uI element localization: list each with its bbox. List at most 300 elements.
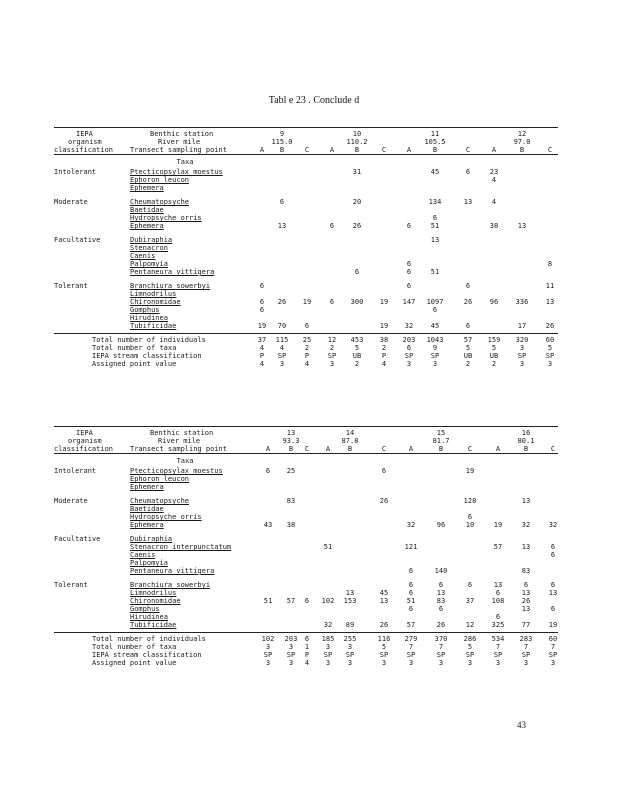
river-mile: 81.7	[432, 437, 450, 445]
summary-value: 3	[406, 360, 412, 368]
summary-value: 5	[547, 344, 553, 352]
summary-value: 5	[491, 344, 497, 352]
taxon-count: 13	[521, 589, 531, 597]
sampling-point: C	[381, 146, 387, 154]
taxon-count: 6	[354, 268, 360, 276]
summary-value: 159	[487, 336, 501, 344]
summary-value: 4	[259, 360, 265, 368]
taxon-count: 57	[406, 621, 416, 629]
taxon-name: Branchiura sowerbyi	[130, 581, 211, 589]
taxon-name: Ephemera	[130, 222, 164, 230]
taxon-count: 37	[465, 597, 475, 605]
summary-value: 1	[304, 643, 310, 651]
taxon-count: 140	[434, 567, 448, 575]
taxon-name: Cheumatopsyche	[130, 198, 190, 206]
summary-value: SP	[548, 651, 558, 659]
sampling-point: A	[329, 146, 335, 154]
taxon-count: 6	[406, 282, 412, 290]
summary-value: 5	[354, 344, 360, 352]
station-header-label: River mile	[158, 437, 201, 445]
taxon-count: 1097	[426, 298, 444, 306]
summary-value: P	[259, 352, 265, 360]
summary-value: 279	[404, 635, 418, 643]
summary-value: 4	[304, 360, 310, 368]
taxon-count: 26	[379, 621, 389, 629]
taxon-name: Caenis	[130, 252, 156, 260]
taxon-count: 13	[521, 543, 531, 551]
taxon-count: 108	[491, 597, 505, 605]
summary-value: 1043	[426, 336, 444, 344]
taxon-count: 6	[408, 605, 414, 613]
sampling-point: C	[550, 445, 556, 453]
summary-value: 3	[265, 659, 271, 667]
summary-value: 3	[288, 659, 294, 667]
taxon-count: 96	[489, 298, 499, 306]
summary-value: 3	[550, 659, 556, 667]
group-label: Moderate	[54, 497, 88, 505]
summary-value: 5	[381, 643, 387, 651]
summary-value: SP	[327, 352, 337, 360]
sampling-point: A	[406, 146, 412, 154]
taxon-count: 25	[286, 467, 296, 475]
taxon-count: 13	[463, 198, 473, 206]
taxon-count: 13	[345, 589, 355, 597]
taxon-count: 6	[279, 198, 285, 206]
header-bottom-rule	[54, 453, 558, 454]
page-number: 43	[517, 720, 526, 730]
taxon-count: 32	[548, 521, 558, 529]
sampling-point: B	[288, 445, 294, 453]
group-label: Moderate	[54, 198, 88, 206]
summary-label: IEPA stream classification	[92, 651, 202, 659]
taxon-count: 325	[491, 621, 505, 629]
taxon-count: 26	[352, 222, 362, 230]
summary-value: 6	[304, 635, 310, 643]
summary-value: 7	[523, 643, 529, 651]
taxon-name: Ptecticopsylax moestus	[130, 467, 223, 475]
taxon-count: 6	[406, 222, 412, 230]
summary-value: 4	[259, 344, 265, 352]
summary-value: 3	[288, 643, 294, 651]
summary-value: 3	[519, 360, 525, 368]
summary-value: 203	[284, 635, 298, 643]
taxon-count: 26	[379, 497, 389, 505]
taxon-count: 26	[545, 322, 555, 330]
taxon-count: 38	[489, 222, 499, 230]
taxon-count: 6	[465, 282, 471, 290]
summary-value: SP	[379, 651, 389, 659]
group-label: Facultative	[54, 535, 101, 543]
taxon-count: 6	[523, 581, 529, 589]
summary-value: 3	[438, 659, 444, 667]
summary-value: SP	[323, 651, 333, 659]
summary-value: 116	[377, 635, 391, 643]
taxon-count: 6	[329, 298, 335, 306]
summary-value: 255	[343, 635, 357, 643]
summary-value: 3	[408, 659, 414, 667]
summary-value: 283	[519, 635, 533, 643]
summary-value: SP	[545, 352, 555, 360]
header-top-rule	[54, 426, 558, 427]
taxon-count: 32	[323, 621, 333, 629]
taxon-count: 13	[430, 236, 440, 244]
group-label: Tolerant	[54, 282, 88, 290]
taxon-count: 6	[438, 581, 444, 589]
taxon-count: 336	[515, 298, 529, 306]
sampling-point: B	[354, 146, 360, 154]
river-mile: 87.8	[341, 437, 359, 445]
taxon-count: 147	[402, 298, 416, 306]
taxon-count: 70	[277, 322, 287, 330]
sampling-point: B	[438, 445, 444, 453]
summary-value: 3	[547, 360, 553, 368]
taxon-count: 6	[550, 605, 556, 613]
taxon-count: 6	[259, 306, 265, 314]
taxon-count: 6	[438, 605, 444, 613]
taxon-name: Limnodrilus	[130, 589, 177, 597]
taxa-heading: Taxa	[176, 457, 194, 465]
taxon-count: 6	[408, 589, 414, 597]
summary-value: P	[304, 352, 310, 360]
sampling-point: C	[381, 445, 387, 453]
summary-value: 3	[265, 643, 271, 651]
summary-value: SP	[406, 651, 416, 659]
taxon-name: Dubiraphia	[130, 535, 173, 543]
summary-value: SP	[277, 352, 287, 360]
group-label: Intolerant	[54, 467, 97, 475]
summary-label: Total number of individuals	[92, 635, 206, 643]
taxon-name: Ephemera	[130, 483, 164, 491]
river-mile: 115.0	[271, 138, 293, 146]
summary-value: SP	[430, 352, 440, 360]
taxon-count: 153	[343, 597, 357, 605]
summary-value: 3	[495, 659, 501, 667]
summary-value: 7	[495, 643, 501, 651]
sampling-point: A	[491, 146, 497, 154]
taxon-count: 83	[521, 567, 531, 575]
summary-value: 2	[491, 360, 497, 368]
summary-value: UB	[463, 352, 473, 360]
summary-value: 185	[321, 635, 335, 643]
summary-value: 3	[329, 360, 335, 368]
taxon-count: 45	[430, 322, 440, 330]
sampling-point: C	[467, 445, 473, 453]
summary-value: 60	[548, 635, 558, 643]
taxon-count: 43	[263, 521, 273, 529]
summary-value: 115	[275, 336, 289, 344]
summary-label: Assigned point value	[92, 659, 177, 667]
summary-rule	[54, 632, 558, 633]
taxon-count: 134	[428, 198, 442, 206]
taxon-name: Pentaneura vittigera	[130, 567, 215, 575]
taxon-count: 89	[345, 621, 355, 629]
taxon-count: 38	[286, 521, 296, 529]
taxon-count: 23	[489, 168, 499, 176]
taxon-name: Dubiraphia	[130, 236, 173, 244]
summary-value: 534	[491, 635, 505, 643]
summary-value: SP	[493, 651, 503, 659]
station-number: 11	[430, 130, 440, 138]
summary-value: 3	[325, 643, 331, 651]
org-class-header: classification	[54, 445, 114, 453]
taxon-count: 12	[465, 621, 475, 629]
org-class-header: organism	[68, 437, 102, 445]
taxon-count: 6	[329, 222, 335, 230]
summary-label: IEPA stream classification	[92, 352, 202, 360]
taxon-count: 31	[352, 168, 362, 176]
summary-value: 4	[381, 360, 387, 368]
sampling-point: B	[523, 445, 529, 453]
taxon-count: 6	[495, 589, 501, 597]
taxon-count: 6	[550, 581, 556, 589]
taxon-name: Ptecticopsylax moestus	[130, 168, 223, 176]
summary-value: UB	[489, 352, 499, 360]
summary-label: Assigned point value	[92, 360, 177, 368]
summary-value: SP	[286, 651, 296, 659]
taxon-count: 6	[265, 467, 271, 475]
summary-value: 25	[302, 336, 312, 344]
taxon-count: 10	[465, 521, 475, 529]
taxon-count: 13	[517, 222, 527, 230]
summary-value: SP	[465, 651, 475, 659]
taxon-count: 6	[406, 268, 412, 276]
sampling-point: B	[347, 445, 353, 453]
taxon-count: 4	[491, 198, 497, 206]
taxon-name: Baetidae	[130, 505, 164, 513]
taxon-name: Chironomidae	[130, 597, 181, 605]
summary-rule	[54, 333, 558, 334]
taxon-count: 51	[323, 543, 333, 551]
summary-value: UB	[352, 352, 362, 360]
summary-value: 453	[350, 336, 364, 344]
taxon-count: 6	[304, 322, 310, 330]
taxon-count: 13	[493, 581, 503, 589]
taxon-count: 13	[379, 597, 389, 605]
summary-value: 2	[304, 344, 310, 352]
taxon-name: Baetidae	[130, 206, 164, 214]
taxa-heading: Taxa	[176, 158, 194, 166]
summary-value: 4	[279, 344, 285, 352]
summary-value: 3	[381, 659, 387, 667]
taxon-name: Chironomidae	[130, 298, 181, 306]
summary-value: 102	[261, 635, 275, 643]
taxon-name: Tubificidae	[130, 322, 177, 330]
summary-value: 9	[432, 344, 438, 352]
taxon-name: Ephoron leucon	[130, 475, 190, 483]
taxon-count: 26	[277, 298, 287, 306]
taxon-count: 83	[436, 597, 446, 605]
taxon-count: 19	[257, 322, 267, 330]
org-class-header: classification	[54, 146, 114, 154]
summary-value: 3	[347, 643, 353, 651]
summary-value: SP	[517, 352, 527, 360]
taxon-count: 6	[406, 260, 412, 268]
taxon-count: 57	[493, 543, 503, 551]
sampling-point: A	[408, 445, 414, 453]
taxon-name: Branchiura sowerbyi	[130, 282, 211, 290]
group-label: Intolerant	[54, 168, 97, 176]
sampling-point: C	[465, 146, 471, 154]
taxon-count: 19	[493, 521, 503, 529]
taxon-count: 17	[517, 322, 527, 330]
taxon-name: Gomphus	[130, 605, 160, 613]
summary-value: 4	[304, 659, 310, 667]
summary-label: Total number of taxa	[92, 643, 177, 651]
taxon-count: 51	[406, 597, 416, 605]
summary-value: SP	[404, 352, 414, 360]
taxon-count: 6	[550, 543, 556, 551]
taxon-count: 20	[352, 198, 362, 206]
summary-value: 37	[257, 336, 267, 344]
sampling-point: B	[432, 146, 438, 154]
taxon-count: 6	[432, 306, 438, 314]
summary-value: 7	[550, 643, 556, 651]
taxon-name: Hydropsyche orris	[130, 214, 202, 222]
taxon-name: Palpomyia	[130, 260, 168, 268]
taxon-count: 6	[495, 613, 501, 621]
taxon-count: 8	[547, 260, 553, 268]
taxon-count: 19	[379, 322, 389, 330]
station-number: 12	[517, 130, 527, 138]
sampling-point: A	[325, 445, 331, 453]
taxon-name: Hydropsyche orris	[130, 513, 202, 521]
summary-value: 320	[515, 336, 529, 344]
station-number: 10	[352, 130, 362, 138]
summary-value: 286	[463, 635, 477, 643]
river-mile: 110.2	[346, 138, 368, 146]
summary-value: 38	[379, 336, 389, 344]
taxon-count: 83	[286, 497, 296, 505]
station-number: 16	[521, 429, 531, 437]
summary-value: 5	[467, 643, 473, 651]
summary-label: Total number of taxa	[92, 344, 177, 352]
sampling-point: A	[265, 445, 271, 453]
summary-value: 7	[438, 643, 444, 651]
station-number: 15	[436, 429, 446, 437]
summary-value: 3	[467, 659, 473, 667]
header-bottom-rule	[54, 154, 558, 155]
taxon-count: 45	[430, 168, 440, 176]
taxon-count: 11	[545, 282, 555, 290]
river-mile: 93.3	[282, 437, 300, 445]
taxon-count: 45	[379, 589, 389, 597]
taxon-count: 19	[548, 621, 558, 629]
org-class-header: IEPA	[76, 429, 93, 437]
station-number: 14	[345, 429, 355, 437]
summary-value: 2	[329, 344, 335, 352]
taxon-name: Ephoron leucon	[130, 176, 190, 184]
taxon-count: 19	[465, 467, 475, 475]
summary-value: 5	[465, 344, 471, 352]
summary-value: 3	[519, 344, 525, 352]
taxon-name: Limnodrilus	[130, 290, 177, 298]
summary-value: 3	[347, 659, 353, 667]
summary-value: P	[304, 651, 310, 659]
taxon-name: Ephemera	[130, 521, 164, 529]
sampling-point: C	[304, 445, 310, 453]
org-class-header: organism	[68, 138, 102, 146]
river-mile: 105.5	[424, 138, 446, 146]
sampling-point: B	[519, 146, 525, 154]
river-mile: 97.0	[513, 138, 531, 146]
taxon-count: 13	[521, 605, 531, 613]
taxon-count: 6	[408, 567, 414, 575]
summary-value: SP	[345, 651, 355, 659]
taxon-name: Pentaneura vittigera	[130, 268, 215, 276]
summary-value: 3	[279, 360, 285, 368]
summary-value: 60	[545, 336, 555, 344]
taxon-count: 32	[521, 521, 531, 529]
summary-value: 12	[327, 336, 337, 344]
taxon-count: 6	[467, 581, 473, 589]
group-label: Tolerant	[54, 581, 88, 589]
taxon-count: 32	[406, 521, 416, 529]
summary-value: P	[381, 352, 387, 360]
taxon-count: 6	[467, 513, 473, 521]
taxon-count: 51	[263, 597, 273, 605]
sampling-point: C	[547, 146, 553, 154]
taxon-count: 13	[548, 589, 558, 597]
taxon-name: Stenacron	[130, 244, 168, 252]
taxon-count: 121	[404, 543, 418, 551]
taxon-count: 102	[321, 597, 335, 605]
summary-value: 2	[381, 344, 387, 352]
river-mile: 80.1	[517, 437, 535, 445]
summary-value: SP	[521, 651, 531, 659]
summary-value: 7	[408, 643, 414, 651]
taxon-name: Stenacron interpunctatum	[130, 543, 232, 551]
taxon-count: 6	[465, 322, 471, 330]
taxon-count: 32	[404, 322, 414, 330]
taxon-count: 13	[521, 497, 531, 505]
taxon-count: 26	[521, 597, 531, 605]
station-number: 13	[286, 429, 296, 437]
taxon-name: Hirudinea	[130, 613, 168, 621]
taxon-count: 6	[408, 581, 414, 589]
taxon-name: Cheumatopsyche	[130, 497, 190, 505]
summary-value: 3	[432, 360, 438, 368]
taxon-count: 6	[304, 597, 310, 605]
sampling-point: B	[279, 146, 285, 154]
org-class-header: IEPA	[76, 130, 93, 138]
summary-value: SP	[436, 651, 446, 659]
taxon-count: 128	[463, 497, 477, 505]
taxon-count: 6	[550, 551, 556, 559]
station-header-label: Transect sampling point	[130, 445, 227, 453]
taxon-count: 300	[350, 298, 364, 306]
taxon-count: 51	[430, 268, 440, 276]
summary-value: 57	[463, 336, 473, 344]
summary-value: 3	[325, 659, 331, 667]
taxon-name: Palpomyia	[130, 559, 168, 567]
summary-value: 2	[354, 360, 360, 368]
summary-value: 370	[434, 635, 448, 643]
taxon-count: 57	[286, 597, 296, 605]
station-header-label: River mile	[158, 138, 201, 146]
taxon-name: Ephemera	[130, 184, 164, 192]
taxon-name: Gomphus	[130, 306, 160, 314]
taxon-name: Hirudinea	[130, 314, 168, 322]
sampling-point: C	[304, 146, 310, 154]
summary-label: Total number of individuals	[92, 336, 206, 344]
taxon-count: 6	[259, 298, 265, 306]
taxon-count: 51	[430, 222, 440, 230]
summary-value: 2	[465, 360, 471, 368]
taxon-count: 77	[521, 621, 531, 629]
table-title: Tabl e 23 . Conclude d	[268, 95, 360, 106]
taxon-name: Caenis	[130, 551, 156, 559]
taxon-count: 26	[463, 298, 473, 306]
